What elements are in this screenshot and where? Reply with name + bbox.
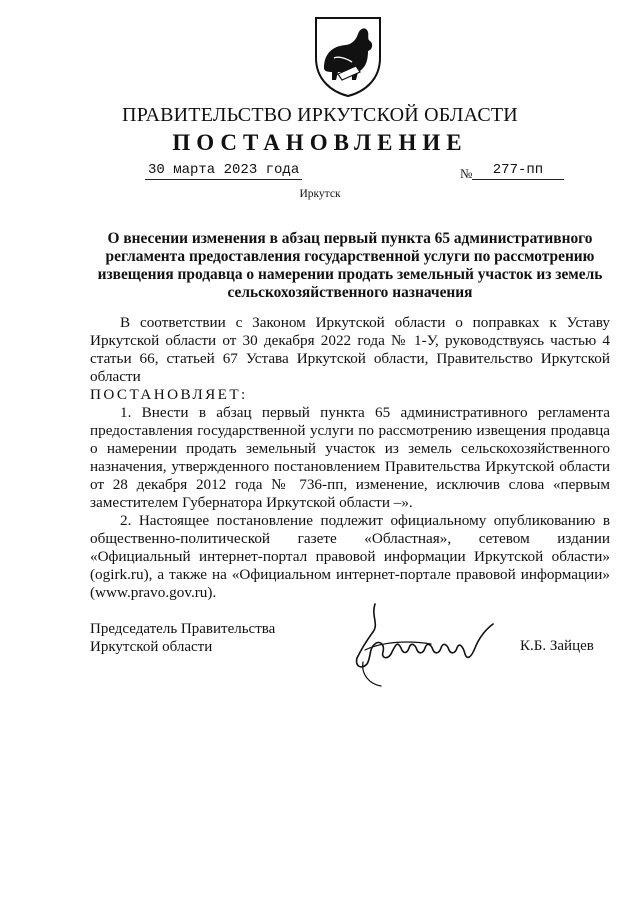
document-number: 277-пп: [472, 162, 564, 180]
document-body: [90, 314, 610, 602]
resolve-heading: ПОСТАНОВЛЯЕТ:: [90, 386, 248, 403]
number-label: №: [460, 166, 473, 181]
preamble-paragraph: В соответствии с Законом Иркутской области о поправках к Уставу Иркутской области от 30 декабря 2022 года № 1-У, руководствуясь частью 4 статьи 66, статьей 67 Устава Иркутской области, Правительство Иркутской области: [90, 314, 610, 385]
item-2-paragraph: 2. Настоящее постановление подлежит официальному опубликованию в общественно-политической газете «Областная», сетевом издании «Официальный интернет-портал правовой информации Иркутской области» (ogirk.ru), а также на «Официальном интернет-портале правовой информации» (www.pravo.gov.ru).: [90, 512, 610, 601]
organization-name: ПРАВИТЕЛЬСТВО ИРКУТСКОЙ ОБЛАСТИ: [122, 104, 518, 126]
position-line-1: Председатель Правительства: [90, 621, 276, 637]
item-1-paragraph: 1. Внести в абзац первый пункта 65 административного регламента предоставления государственной услуги по рассмотрению извещения продавца о намерении продать земельный участок из земель сельскохозяйственного назначения, утвержденного постановлением Правительства Иркутской области от 28 декабря 2012 года № 736-пп, изменение, исключив слова «первым заместителем Губернатора Иркутской области –».: [90, 404, 610, 511]
signatory-position: [90, 620, 275, 656]
city-name: Иркутск: [299, 188, 341, 200]
document-title: О внесении изменения в абзац первый пункта 65 административного регламента предоставления государственной услуги по рассмотрению извещения продавца о намерении продать земельный участок из земель сельскохозяйственного назначения: [97, 230, 603, 301]
position-line-2: Иркутской области: [90, 639, 213, 655]
signatory-name: К.Б. Зайцев: [520, 638, 594, 654]
document-date: 30 марта 2023 года: [145, 162, 302, 180]
coat-of-arms-icon: [312, 14, 384, 98]
handwritten-signature: [345, 600, 505, 692]
document-type: ПОСТАНОВЛЕНИЕ: [172, 130, 468, 155]
